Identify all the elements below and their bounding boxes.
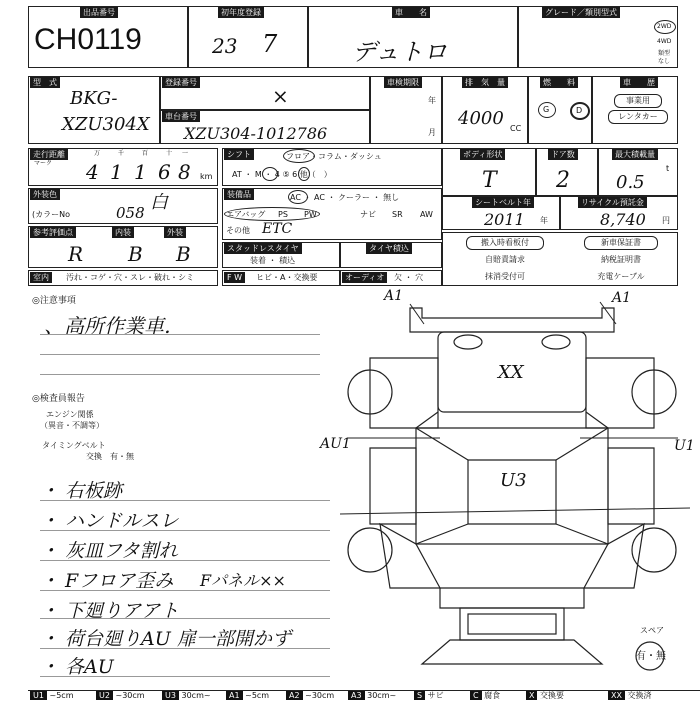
equip-airbag-circle bbox=[224, 207, 320, 221]
history-label: 車 歴 bbox=[620, 77, 658, 88]
mileage-digit-2: 1 bbox=[110, 160, 123, 184]
drive-4wd: 4WD bbox=[657, 38, 672, 45]
mileage-digit-3: 1 bbox=[134, 160, 147, 184]
legend-u3 bbox=[162, 690, 211, 702]
inspector-item-7: ・ 各AU bbox=[40, 656, 114, 678]
legend-u2-key: U2 bbox=[96, 691, 113, 700]
shift-5-circle bbox=[298, 167, 310, 181]
tire-load-label: タイヤ積込 bbox=[366, 243, 412, 254]
equip-pw: PW bbox=[304, 210, 317, 219]
model-label: 型 式 bbox=[30, 77, 60, 88]
interior-grade: B bbox=[128, 242, 143, 266]
cabin-text: 汚れ・コゲ・穴・スレ・破れ・シミ bbox=[66, 273, 194, 282]
inspection-month-unit: 月 bbox=[428, 128, 436, 137]
equip-other-label: その他 bbox=[226, 226, 250, 235]
fuel-label: 燃 料 bbox=[540, 77, 578, 88]
legend-x-key: X bbox=[526, 691, 537, 700]
legend-a1-value: ~5cm bbox=[245, 691, 270, 700]
notes-line1: 、高所作業車． bbox=[44, 314, 184, 338]
doc-charger: 充電ケーブル bbox=[597, 272, 645, 281]
legend-xx bbox=[608, 690, 652, 702]
doc-warranty: 新車保証書 bbox=[584, 236, 658, 250]
fw-label: F W bbox=[224, 272, 245, 283]
mileage-unit-1: 一 bbox=[182, 150, 189, 157]
equip-label: 装備品 bbox=[224, 189, 254, 200]
inspector-rule-5 bbox=[40, 618, 330, 619]
legend-a1 bbox=[226, 690, 269, 702]
fuel-d: D bbox=[576, 106, 583, 115]
legend-u2-value: ~30cm bbox=[115, 691, 145, 700]
equip-airbag: エアバッグ bbox=[226, 210, 266, 219]
equip-row1: AC ・ AC ・ クーラー ・ 無し bbox=[290, 193, 400, 202]
inspector-item-5: ・ 下廻りアアト bbox=[40, 600, 180, 622]
diagram-au1: AU1 bbox=[320, 436, 351, 452]
shift-transmission: AT ・ M ・ 4 ⑤ 6 他（ ） bbox=[232, 170, 332, 179]
cc-unit: CC bbox=[510, 124, 522, 133]
mileage-unit-10: 十 bbox=[166, 150, 173, 157]
history-business: 事業用 bbox=[614, 94, 662, 108]
equip-navi: ナビ bbox=[360, 210, 376, 219]
fuel-g: G bbox=[543, 105, 550, 114]
timing-sub: 交換 有・無 bbox=[86, 452, 134, 461]
grade-label: グレード／類別型式 bbox=[542, 7, 620, 18]
notes-rule-3 bbox=[40, 374, 320, 375]
engine-sub: （異音・不調等） bbox=[40, 421, 104, 430]
inspection-year-unit: 年 bbox=[428, 96, 436, 105]
legend-c-value: 腐食 bbox=[484, 691, 501, 700]
inspector-item-6: ・ 荷台廻りAU 扉一部開かず bbox=[40, 628, 291, 650]
legend-a2-key: A2 bbox=[286, 691, 303, 700]
notes-rule-2 bbox=[40, 354, 320, 355]
car-name-label: 車 名 bbox=[392, 7, 430, 18]
mileage-unit-100: 百 bbox=[142, 150, 149, 157]
inspection-label: 車検期限 bbox=[384, 77, 422, 88]
legend-s-key: S bbox=[414, 691, 425, 700]
cabin-label: 室内 bbox=[30, 272, 52, 283]
load-unit: t bbox=[666, 164, 670, 173]
studless-label: スタッドレスタイヤ bbox=[224, 243, 302, 254]
fw-text: ヒビ・A・交換要 bbox=[256, 273, 318, 282]
legend-u3-value: 30cm~ bbox=[181, 691, 211, 700]
legend-u1-value: ~5cm bbox=[49, 691, 74, 700]
mileage-unit-10k: 万 bbox=[94, 150, 101, 157]
legend-u2 bbox=[96, 690, 145, 702]
inspector-item-1: ・ 右板跡 bbox=[40, 480, 123, 502]
legend-u1 bbox=[30, 690, 73, 702]
inspector-extra: Fパネル×× bbox=[200, 571, 286, 590]
shift-m-circle bbox=[262, 167, 278, 181]
diagram-a1-right: A1 bbox=[612, 290, 632, 306]
notes-title: ◎注意事項 bbox=[32, 296, 76, 306]
mileage-digit-1: 4 bbox=[86, 160, 99, 184]
doc-insurance: 自賠責請求 bbox=[485, 255, 525, 264]
legend-a2 bbox=[286, 690, 334, 702]
mileage-marker: マーク bbox=[34, 160, 53, 167]
timing-label: タイミングベルト bbox=[42, 441, 106, 450]
spare-label: スペア bbox=[640, 626, 664, 635]
doors: 2 bbox=[556, 168, 570, 193]
legend-s-value: サビ bbox=[427, 691, 444, 700]
audio-label: オーディオ bbox=[342, 272, 387, 283]
equip-ps: PS bbox=[278, 210, 288, 219]
shift-label: シフト bbox=[224, 149, 254, 160]
reg-no-label: 登録番号 bbox=[162, 77, 200, 88]
type-none: なし bbox=[658, 58, 671, 65]
ref-grade: R bbox=[68, 242, 84, 266]
mileage-label: 走行距離 bbox=[30, 149, 68, 160]
lot-label: 出品番号 bbox=[80, 7, 118, 18]
legend-a3-value: 30cm~ bbox=[367, 691, 397, 700]
interior-label: 内装 bbox=[112, 227, 134, 238]
chassis-label: 車台番号 bbox=[162, 111, 200, 122]
model-line2: XZU304X bbox=[62, 114, 150, 135]
color-value: 白 bbox=[150, 192, 168, 213]
inspector-rule-4 bbox=[40, 590, 330, 591]
seatbelt-label: シートベルト年 bbox=[472, 197, 534, 208]
diagram-u3: U3 bbox=[500, 470, 527, 491]
body: T bbox=[482, 168, 497, 193]
load: 0.5 bbox=[616, 172, 645, 193]
inspector-rule-7 bbox=[40, 676, 330, 677]
doc-cancel: 抹消受付可 bbox=[485, 272, 525, 281]
exterior-label: 外装 bbox=[164, 227, 186, 238]
recycle-label: リサイクル預託金 bbox=[578, 197, 647, 208]
legend-u1-key: U1 bbox=[30, 691, 47, 700]
ref-label: 参考評価点 bbox=[30, 227, 76, 238]
inspector-title: ◎検査員報告 bbox=[32, 394, 85, 404]
mileage-unit-1k: 千 bbox=[118, 150, 125, 157]
diagram-u1: U1 bbox=[674, 438, 695, 454]
legend-a2-value: ~30cm bbox=[305, 691, 335, 700]
audio-options: 欠 ・ 穴 bbox=[394, 273, 424, 282]
notes-rule-1 bbox=[40, 334, 320, 335]
equip-sr: SR bbox=[392, 210, 403, 219]
history-rental: レンタカー bbox=[608, 110, 668, 124]
diagram-xx: XX bbox=[498, 362, 524, 383]
legend-a3-key: A3 bbox=[348, 691, 365, 700]
seatbelt-unit: 年 bbox=[540, 216, 548, 225]
drive-2wd: 2WD bbox=[657, 23, 672, 30]
recycle-value: 8,740 bbox=[600, 210, 646, 229]
color-no-label: (カラーNo bbox=[32, 210, 70, 219]
studless-options: 装着 ・ 積込 bbox=[250, 256, 296, 265]
legend-c bbox=[470, 690, 500, 702]
shift-floor-circle bbox=[283, 149, 315, 163]
load-label: 最大積載量 bbox=[612, 149, 658, 160]
legend-x bbox=[526, 690, 564, 702]
km-unit: km bbox=[200, 172, 213, 181]
legend-xx-key: XX bbox=[608, 691, 625, 700]
doc-tax: 納税証明書 bbox=[601, 255, 641, 264]
inspector-rule-2 bbox=[40, 530, 330, 531]
doc-signboard: 搬入時看板付 bbox=[466, 236, 544, 250]
recycle-unit: 円 bbox=[662, 216, 670, 225]
legend-a1-key: A1 bbox=[226, 691, 243, 700]
spare-options: 有・無 bbox=[636, 651, 666, 662]
mileage-digit-4: 6 bbox=[158, 160, 171, 184]
engine-label: エンジン関係 bbox=[46, 410, 94, 419]
type-code: 類型 bbox=[658, 50, 671, 57]
exterior-grade: B bbox=[176, 242, 191, 266]
equip-aw: AW bbox=[420, 210, 433, 219]
diagram-a1-left: A1 bbox=[384, 288, 404, 304]
first-reg-label: 初年度登録 bbox=[218, 7, 264, 18]
inspector-item-4: ・ Fフロア歪み bbox=[40, 570, 174, 592]
model-line1: BKG- bbox=[70, 88, 118, 109]
inspector-item-3: ・ 灰皿フタ割れ bbox=[40, 540, 178, 562]
color-no: 058 bbox=[116, 204, 145, 222]
legend-x-value: 交換要 bbox=[540, 691, 565, 700]
equip-other: ETC bbox=[262, 221, 293, 237]
legend-u3-key: U3 bbox=[162, 691, 179, 700]
lot-number: CH0119 bbox=[34, 23, 142, 56]
equip-ac-circle bbox=[288, 190, 308, 204]
legend-a3 bbox=[348, 690, 396, 702]
legend-s bbox=[414, 690, 444, 702]
inspector-item-2: ・ ハンドルスレ bbox=[40, 510, 179, 532]
shift-options: フロア・コラム・ダッシュ bbox=[286, 152, 382, 161]
legend-xx-value: 交換済 bbox=[627, 691, 652, 700]
displacement-label: 排 気 量 bbox=[462, 77, 508, 88]
color-label: 外装色 bbox=[30, 189, 60, 200]
legend-c-key: C bbox=[470, 691, 482, 700]
doors-label: ドア数 bbox=[548, 149, 578, 160]
seatbelt-year: 2011 bbox=[484, 210, 525, 229]
inspector-rule-3 bbox=[40, 560, 330, 561]
displacement: 4000 bbox=[458, 108, 504, 129]
inspector-rule-1 bbox=[40, 500, 330, 501]
first-reg-year: 23 bbox=[212, 34, 238, 58]
body-label: ボディ形状 bbox=[460, 149, 505, 160]
reg-no: × bbox=[272, 84, 289, 108]
inspector-rule-6 bbox=[40, 648, 330, 649]
mileage-digit-5: 8 bbox=[178, 160, 191, 184]
car-name: デュトロ bbox=[352, 38, 448, 66]
chassis: XZU304-1012786 bbox=[184, 124, 328, 143]
first-reg-month: 7 bbox=[262, 30, 278, 58]
